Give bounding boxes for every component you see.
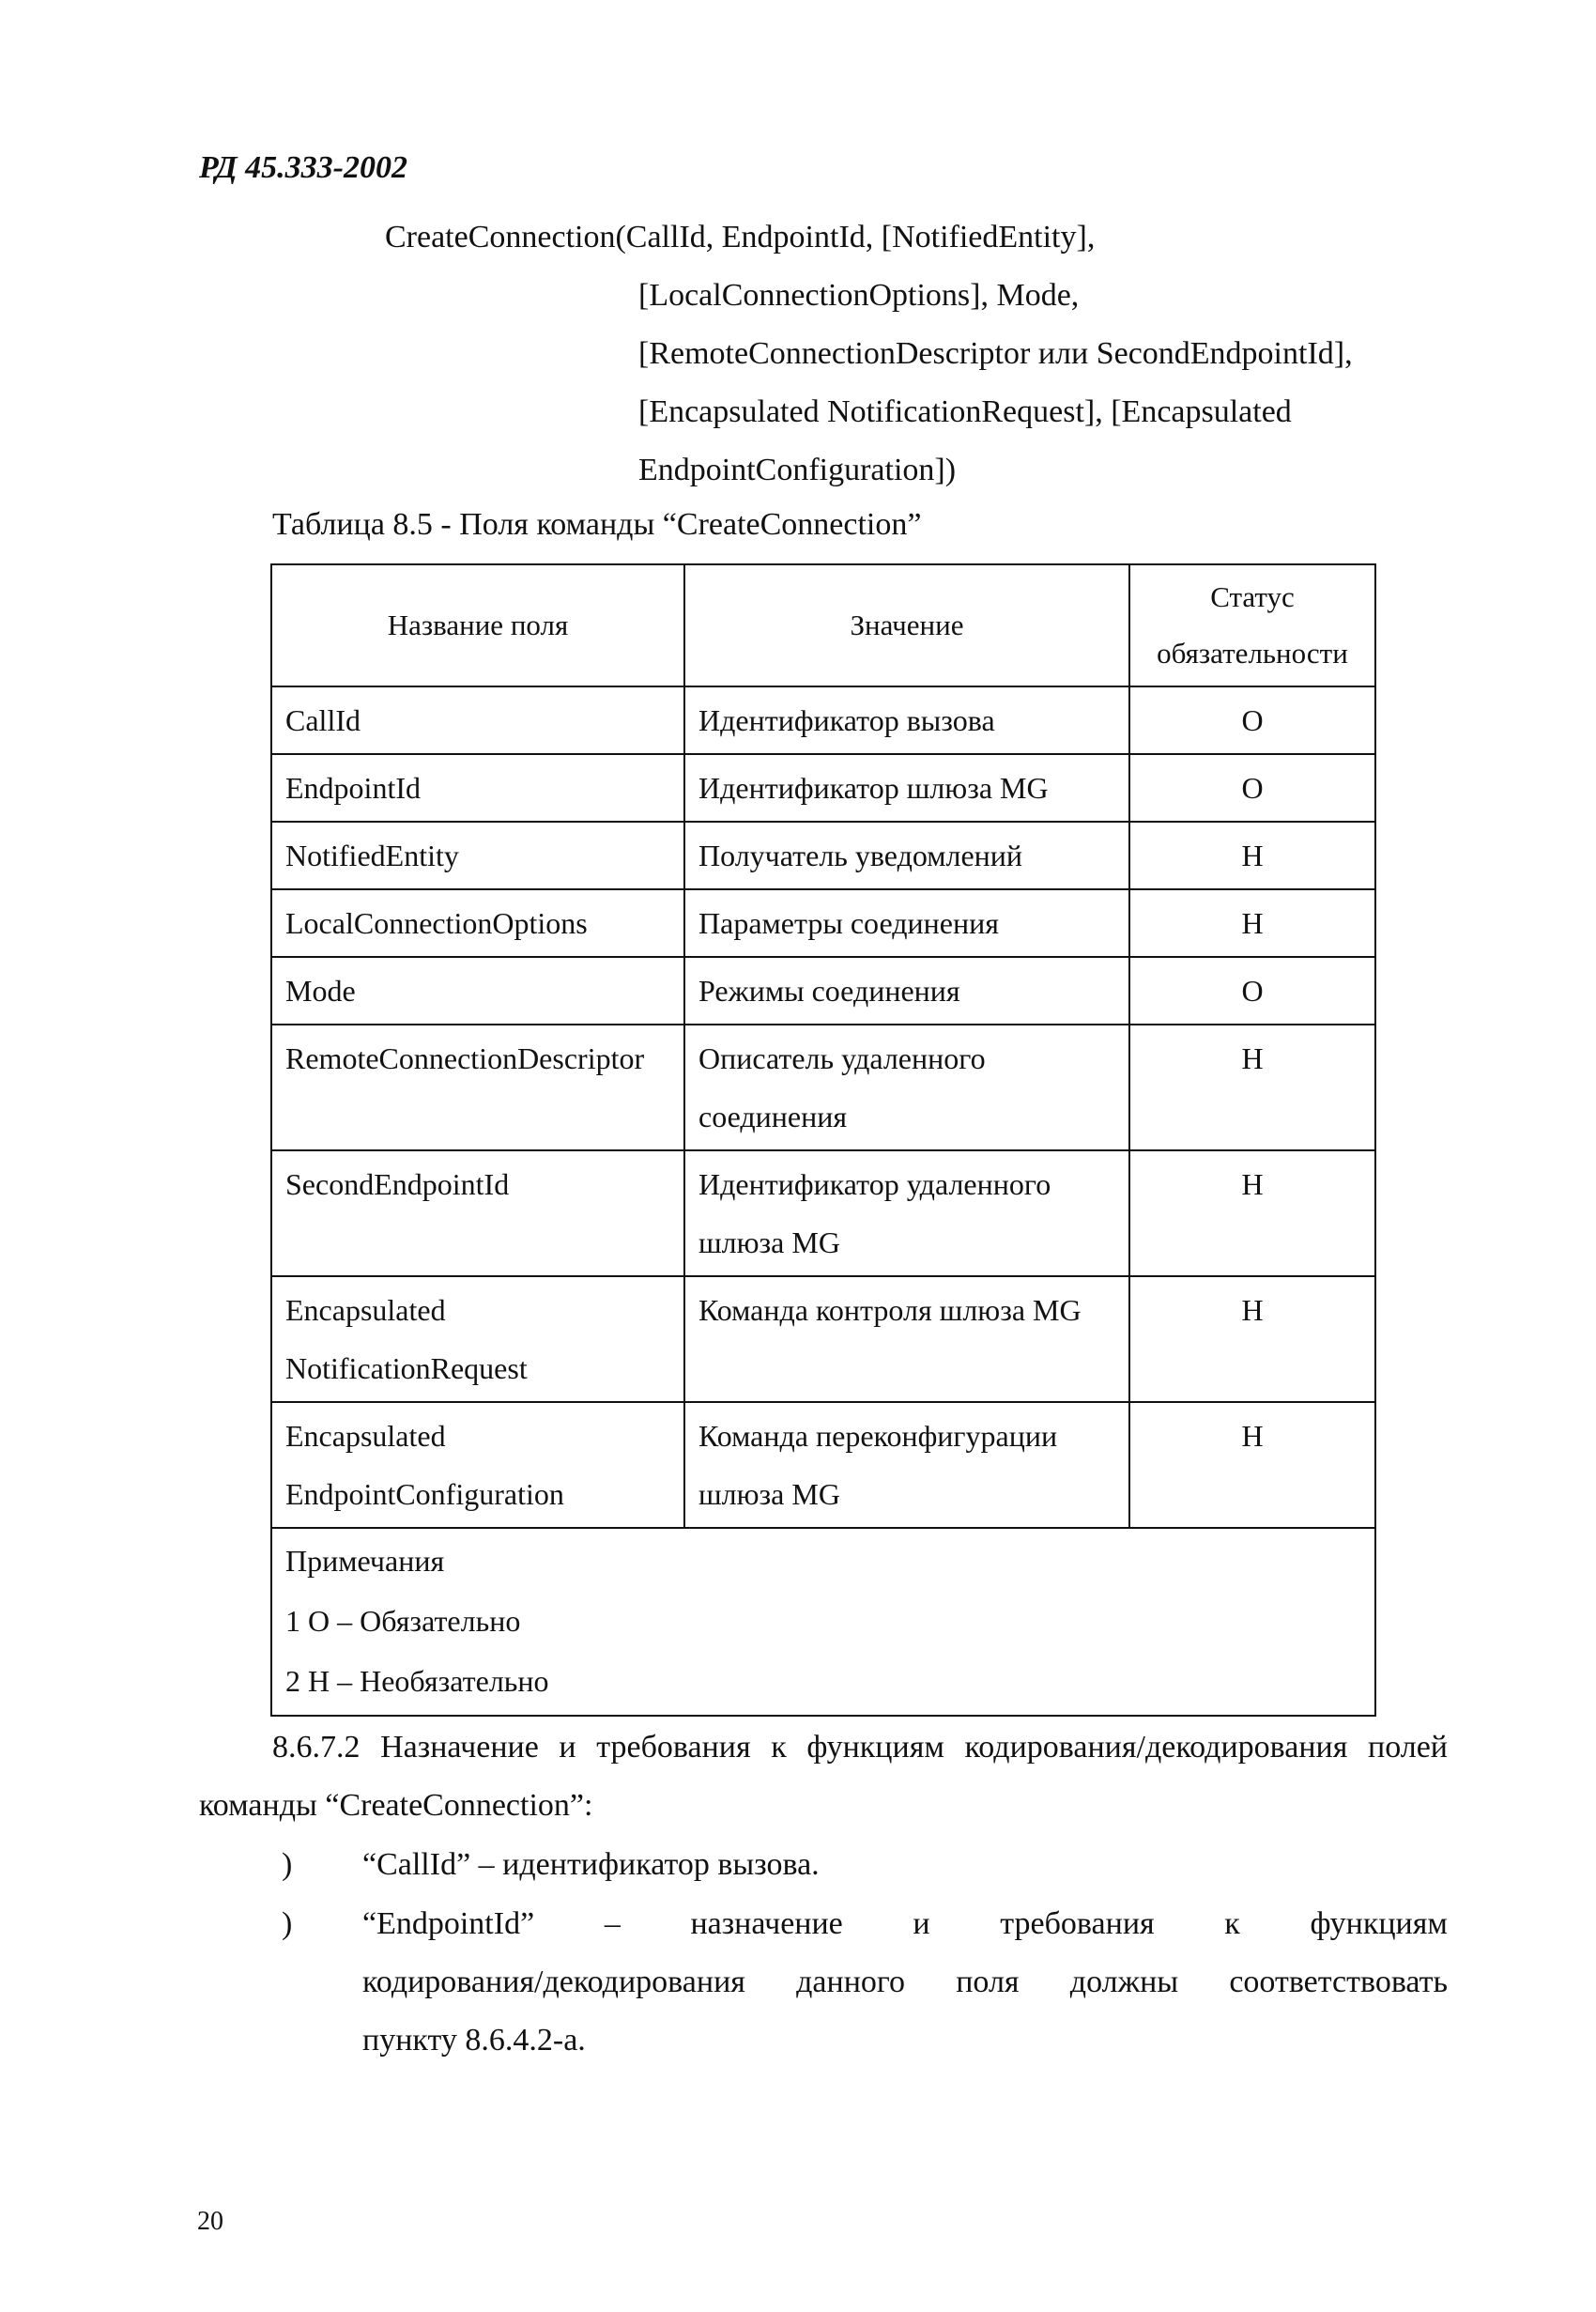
list-item-text: “CallId” – идентификатор вызова. bbox=[362, 1847, 820, 1882]
cell-status: O bbox=[1129, 754, 1375, 822]
header-status-line: Статус bbox=[1210, 580, 1295, 613]
word: кодирования/декодирования bbox=[362, 1965, 745, 1999]
list-item-text bbox=[362, 1895, 1448, 2070]
document-code: РД 45.333-2002 bbox=[199, 150, 407, 185]
table-row bbox=[271, 957, 1375, 1025]
list-item-line bbox=[362, 1895, 1448, 1953]
command-signature bbox=[385, 208, 1353, 500]
signature-line: [RemoteConnectionDescriptor или SecondEndpointId], bbox=[638, 336, 1353, 371]
signature-line: [Encapsulated NotificationRequest], [Encapsulated bbox=[638, 394, 1292, 429]
list-marker: ) bbox=[282, 1906, 293, 1941]
cell-status: O bbox=[1129, 957, 1375, 1025]
table-row bbox=[271, 1276, 1375, 1402]
list-item-line bbox=[362, 1953, 1448, 2011]
cell-value: Режимы соединения bbox=[684, 957, 1129, 1025]
table-row bbox=[271, 889, 1375, 957]
cell-value: Получатель уведомлений bbox=[684, 822, 1129, 889]
table-row bbox=[271, 686, 1375, 754]
cell-field-name: Encapsulated NotificationRequest bbox=[271, 1276, 684, 1402]
cell-value: Команда переконфигурации шлюза MG bbox=[684, 1402, 1129, 1528]
table-notes-row bbox=[271, 1528, 1375, 1716]
header-field-name: Название поля bbox=[271, 564, 684, 686]
cell-status: Н bbox=[1129, 889, 1375, 957]
section-paragraph bbox=[199, 1719, 1448, 1835]
word: “EndpointId” bbox=[362, 1906, 535, 1941]
cell-value: Параметры соединения bbox=[684, 889, 1129, 957]
section-paragraph-text: 8.6.7.2 Назначение и требования к функциям кодирования/декодирования полей команды “CreateConnection”: bbox=[199, 1730, 1448, 1823]
cell-field-name: Mode bbox=[271, 957, 684, 1025]
list-item bbox=[282, 1836, 1448, 1894]
word: назначение bbox=[690, 1906, 843, 1941]
cell-field-name: RemoteConnectionDescriptor bbox=[271, 1025, 684, 1150]
table-row bbox=[271, 1025, 1375, 1150]
cell-field-name: CallId bbox=[271, 686, 684, 754]
table-notes bbox=[271, 1528, 1375, 1716]
table-row bbox=[271, 754, 1375, 822]
list-item-line: пункту 8.6.4.2-а. bbox=[362, 2023, 586, 2058]
notes-title: Примечания bbox=[285, 1544, 445, 1578]
cell-field-name: Encapsulated EndpointConfiguration bbox=[271, 1402, 684, 1528]
cell-status: Н bbox=[1129, 1402, 1375, 1528]
cell-field-name: SecondEndpointId bbox=[271, 1150, 684, 1276]
word: поля bbox=[956, 1965, 1020, 1999]
cell-value: Описатель удаленного соединения bbox=[684, 1025, 1129, 1150]
list-item bbox=[282, 1895, 1448, 2070]
header-status bbox=[1129, 564, 1375, 686]
cell-status: Н bbox=[1129, 1150, 1375, 1276]
cell-value: Идентификатор вызова bbox=[684, 686, 1129, 754]
signature-line: CreateConnection(CallId, EndpointId, [NotifiedEntity], bbox=[385, 220, 1096, 254]
table-row bbox=[271, 822, 1375, 889]
word: функциям bbox=[1310, 1906, 1448, 1941]
cell-value: Идентификатор шлюза MG bbox=[684, 754, 1129, 822]
list-marker: ) bbox=[282, 1847, 293, 1882]
word: – bbox=[604, 1906, 621, 1941]
page-number: 20 bbox=[197, 2207, 223, 2236]
cell-status: Н bbox=[1129, 822, 1375, 889]
word: к bbox=[1224, 1906, 1240, 1941]
signature-line: EndpointConfiguration]) bbox=[638, 453, 957, 487]
table-caption: Таблица 8.5 - Поля команды “CreateConnection” bbox=[272, 507, 922, 542]
cell-value: Команда контроля шлюза MG bbox=[684, 1276, 1129, 1402]
table-row bbox=[271, 1402, 1375, 1528]
cell-field-name: LocalConnectionOptions bbox=[271, 889, 684, 957]
cell-status: O bbox=[1129, 686, 1375, 754]
cell-status: Н bbox=[1129, 1276, 1375, 1402]
word: и bbox=[913, 1906, 930, 1941]
fields-table bbox=[270, 563, 1376, 1717]
word: соответствовать bbox=[1229, 1965, 1448, 1999]
notes-item: 2 Н – Необязательно bbox=[285, 1664, 549, 1698]
header-status-line: обязательности bbox=[1157, 637, 1348, 670]
cell-field-name: NotifiedEntity bbox=[271, 822, 684, 889]
word: требования bbox=[1000, 1906, 1155, 1941]
table-row bbox=[271, 1150, 1375, 1276]
signature-line: [LocalConnectionOptions], Mode, bbox=[638, 278, 1080, 313]
header-value: Значение bbox=[684, 564, 1129, 686]
cell-field-name: EndpointId bbox=[271, 754, 684, 822]
cell-value: Идентификатор удаленного шлюза MG bbox=[684, 1150, 1129, 1276]
table-header-row bbox=[271, 564, 1375, 686]
word: данного bbox=[796, 1965, 905, 1999]
word: должны bbox=[1069, 1965, 1179, 1999]
notes-item: 1 O – Обязательно bbox=[285, 1604, 521, 1638]
cell-status: Н bbox=[1129, 1025, 1375, 1150]
